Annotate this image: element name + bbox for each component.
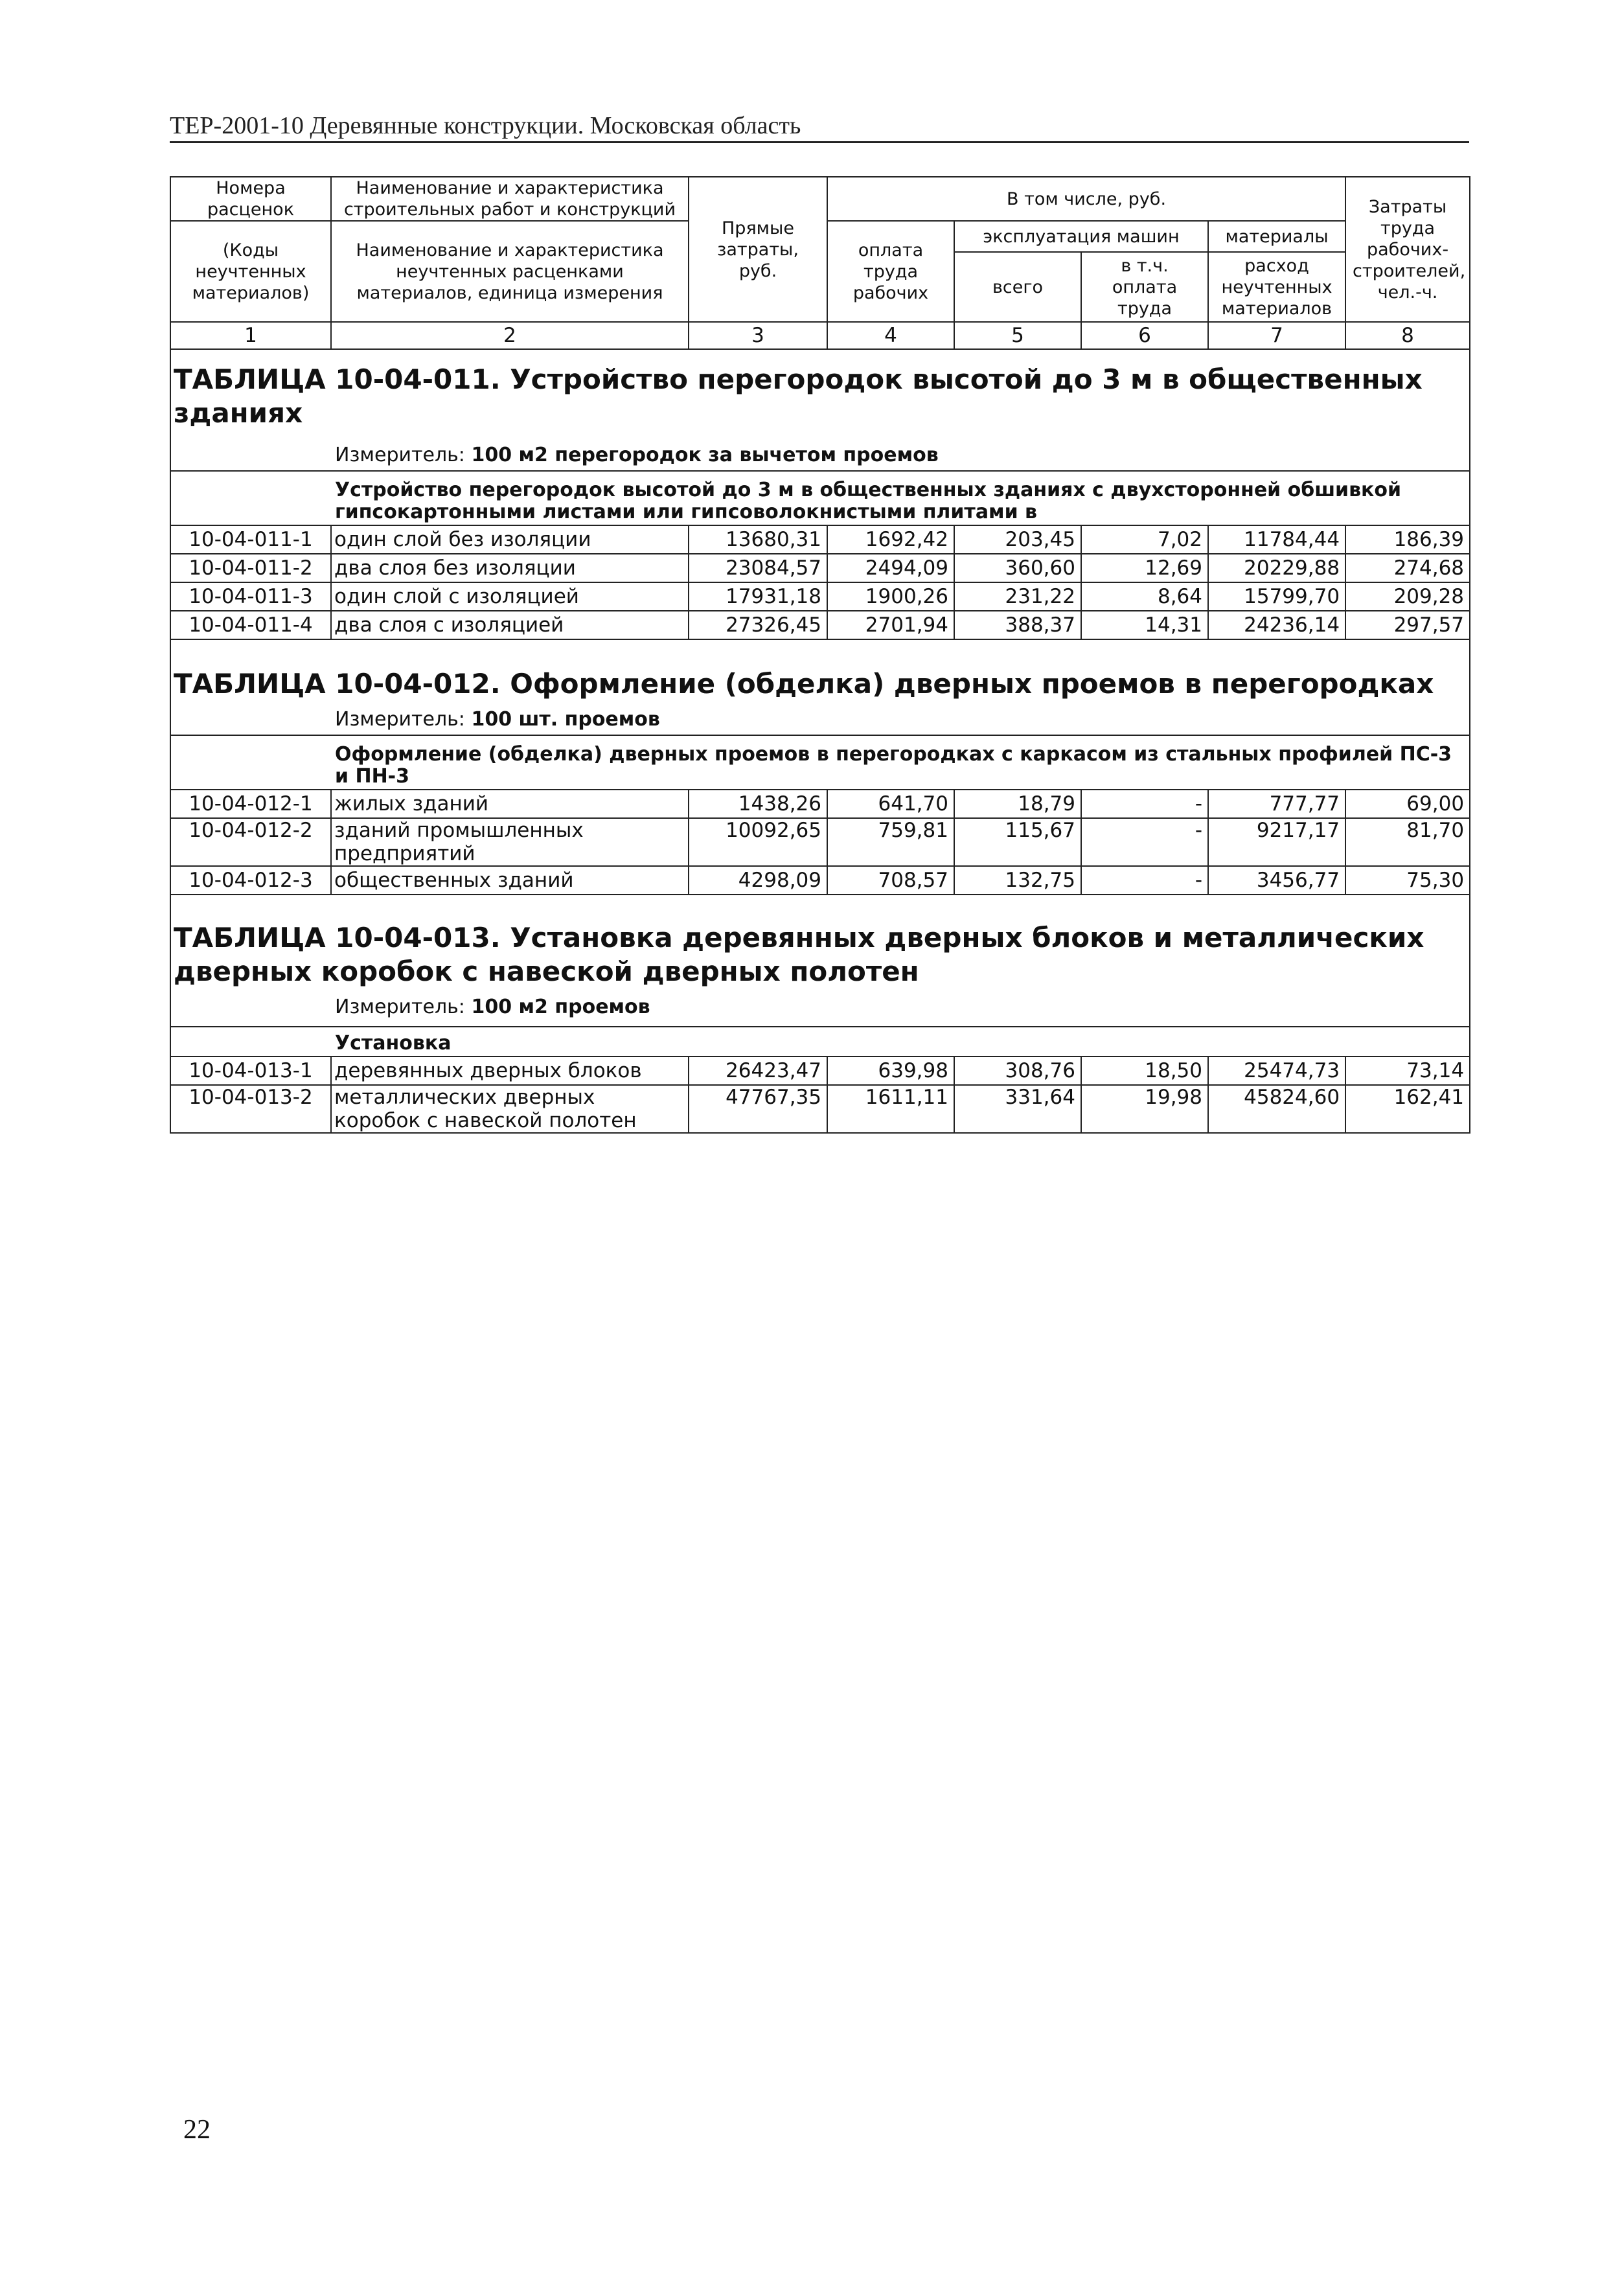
labor-pay: 708,57 xyxy=(827,866,954,895)
direct-costs: 10092,65 xyxy=(689,818,827,866)
materials: 24236,14 xyxy=(1208,611,1345,639)
measure-label: Измеритель: xyxy=(335,996,465,1018)
table-row xyxy=(170,611,1470,639)
machines-total: 203,45 xyxy=(954,525,1081,554)
measure-line xyxy=(331,705,1470,735)
labor-pay: 639,98 xyxy=(827,1056,954,1085)
materials: 777,77 xyxy=(1208,790,1345,818)
measure-label: Измеритель: xyxy=(335,444,465,466)
measure-value: 100 м2 перегородок за вычетом проемов xyxy=(471,444,939,466)
rate-code: 10-04-011-2 xyxy=(170,554,331,582)
section-subheading: Установка xyxy=(331,1027,1470,1056)
machines-labor: 12,69 xyxy=(1081,554,1208,582)
col-number: 6 xyxy=(1081,322,1208,349)
header-materials: материалы xyxy=(1208,221,1345,252)
work-name: два слоя без изоляции xyxy=(331,554,689,582)
section-subheading: Устройство перегородок высотой до 3 м в общественных зданиях с двухсторонней обшивкой гипсокартонными листами или гипсоволокнистыми плитами в xyxy=(331,471,1470,525)
rates-table xyxy=(170,176,1470,1134)
work-name: деревянных дверных блоков xyxy=(331,1056,689,1085)
header-machines-labor: в т.ч. оплата труда xyxy=(1081,252,1208,322)
machines-total: 132,75 xyxy=(954,866,1081,895)
machines-total: 18,79 xyxy=(954,790,1081,818)
section-subheading: Оформление (обделка) дверных проемов в перегородках с каркасом из стальных профилей ПС-3 и ПН-3 xyxy=(331,735,1470,790)
measure-value: 100 м2 проемов xyxy=(471,996,650,1018)
materials: 45824,60 xyxy=(1208,1085,1345,1133)
direct-costs: 1438,26 xyxy=(689,790,827,818)
materials: 25474,73 xyxy=(1208,1056,1345,1085)
work-name: два слоя с изоляцией xyxy=(331,611,689,639)
section-title: ТАБЛИЦА 10-04-012. Оформление (обделка) дверных проемов в перегородках xyxy=(170,639,1470,705)
labor-hours: 69,00 xyxy=(1345,790,1470,818)
rate-code: 10-04-012-3 xyxy=(170,866,331,895)
machines-total: 331,64 xyxy=(954,1085,1081,1133)
table-row xyxy=(170,818,1470,866)
materials: 11784,44 xyxy=(1208,525,1345,554)
col-number: 1 xyxy=(170,322,331,349)
work-name: металлических дверных коробок с навеской полотен xyxy=(331,1085,689,1133)
header-labor-hours: Затраты труда рабочих-строителей, чел.-ч. xyxy=(1345,177,1470,322)
rate-code: 10-04-013-1 xyxy=(170,1056,331,1085)
direct-costs: 17931,18 xyxy=(689,582,827,611)
col-number: 8 xyxy=(1345,322,1470,349)
table-row xyxy=(170,866,1470,895)
header-labor-pay: оплата труда рабочих xyxy=(827,221,954,322)
section-title: ТАБЛИЦА 10-04-013. Установка деревянных дверных блоков и металлических дверных коробок с навеской дверных полотен xyxy=(170,895,1470,992)
materials: 3456,77 xyxy=(1208,866,1345,895)
table-row xyxy=(170,582,1470,611)
direct-costs: 26423,47 xyxy=(689,1056,827,1085)
rates-table-block xyxy=(170,176,1469,1134)
table-row xyxy=(170,790,1470,818)
header-material-codes: (Коды неучтенных материалов) xyxy=(170,221,331,322)
labor-pay: 1611,11 xyxy=(827,1085,954,1133)
labor-pay: 641,70 xyxy=(827,790,954,818)
header-machines-total: всего xyxy=(954,252,1081,322)
labor-pay: 1900,26 xyxy=(827,582,954,611)
rate-code: 10-04-013-2 xyxy=(170,1085,331,1133)
machines-labor: 14,31 xyxy=(1081,611,1208,639)
section-title: ТАБЛИЦА 10-04-011. Устройство перегородок высотой до 3 м в общественных зданиях xyxy=(170,349,1470,434)
machines-total: 231,22 xyxy=(954,582,1081,611)
work-name: один слой с изоляцией xyxy=(331,582,689,611)
labor-hours: 81,70 xyxy=(1345,818,1470,866)
labor-pay: 1692,42 xyxy=(827,525,954,554)
direct-costs: 13680,31 xyxy=(689,525,827,554)
machines-labor: - xyxy=(1081,818,1208,866)
measure-line xyxy=(331,434,1470,471)
header-rate-numbers: Номера расценок xyxy=(170,177,331,221)
direct-costs: 4298,09 xyxy=(689,866,827,895)
machines-total: 308,76 xyxy=(954,1056,1081,1085)
machines-labor: - xyxy=(1081,790,1208,818)
col-number: 2 xyxy=(331,322,689,349)
labor-hours: 209,28 xyxy=(1345,582,1470,611)
direct-costs: 27326,45 xyxy=(689,611,827,639)
header-unaccounted-materials: расход неучтенных материалов xyxy=(1208,252,1345,322)
col-number: 3 xyxy=(689,322,827,349)
direct-costs: 23084,57 xyxy=(689,554,827,582)
measure-label: Измеритель: xyxy=(335,708,465,731)
work-name: жилых зданий xyxy=(331,790,689,818)
header-including-group: В том числе, руб. xyxy=(827,177,1345,221)
machines-total: 360,60 xyxy=(954,554,1081,582)
work-name: один слой без изоляции xyxy=(331,525,689,554)
rate-code: 10-04-011-4 xyxy=(170,611,331,639)
machines-labor: 7,02 xyxy=(1081,525,1208,554)
labor-hours: 274,68 xyxy=(1345,554,1470,582)
machines-total: 115,67 xyxy=(954,818,1081,866)
header-machines: эксплуатация машин xyxy=(954,221,1208,252)
header-direct-costs: Прямые затраты, руб. xyxy=(689,177,827,322)
measure-line xyxy=(331,992,1470,1027)
labor-pay: 2701,94 xyxy=(827,611,954,639)
machines-total: 388,37 xyxy=(954,611,1081,639)
page-header: ТЕР-2001-10 Деревянные конструкции. Московская область xyxy=(170,111,1469,143)
table-row xyxy=(170,1085,1470,1133)
materials: 9217,17 xyxy=(1208,818,1345,866)
table-row xyxy=(170,1056,1470,1085)
rate-code: 10-04-011-1 xyxy=(170,525,331,554)
labor-hours: 75,30 xyxy=(1345,866,1470,895)
materials: 20229,88 xyxy=(1208,554,1345,582)
header-material-name: Наименование и характеристика неучтенных расценками материалов, единица измерения xyxy=(331,221,689,322)
rate-code: 10-04-012-2 xyxy=(170,818,331,866)
table-row xyxy=(170,525,1470,554)
labor-pay: 2494,09 xyxy=(827,554,954,582)
materials: 15799,70 xyxy=(1208,582,1345,611)
labor-hours: 186,39 xyxy=(1345,525,1470,554)
work-name: общественных зданий xyxy=(331,866,689,895)
header-work-name: Наименование и характеристика строительных работ и конструкций xyxy=(331,177,689,221)
measure-value: 100 шт. проемов xyxy=(471,708,660,731)
col-number: 7 xyxy=(1208,322,1345,349)
labor-hours: 73,14 xyxy=(1345,1056,1470,1085)
machines-labor: 19,98 xyxy=(1081,1085,1208,1133)
rate-code: 10-04-012-1 xyxy=(170,790,331,818)
machines-labor: - xyxy=(1081,866,1208,895)
col-number: 5 xyxy=(954,322,1081,349)
rate-code: 10-04-011-3 xyxy=(170,582,331,611)
labor-pay: 759,81 xyxy=(827,818,954,866)
labor-hours: 297,57 xyxy=(1345,611,1470,639)
direct-costs: 47767,35 xyxy=(689,1085,827,1133)
work-name: зданий промышленных предприятий xyxy=(331,818,689,866)
col-number: 4 xyxy=(827,322,954,349)
machines-labor: 18,50 xyxy=(1081,1056,1208,1085)
page-number: 22 xyxy=(183,2115,211,2145)
table-row xyxy=(170,554,1470,582)
labor-hours: 162,41 xyxy=(1345,1085,1470,1133)
machines-labor: 8,64 xyxy=(1081,582,1208,611)
